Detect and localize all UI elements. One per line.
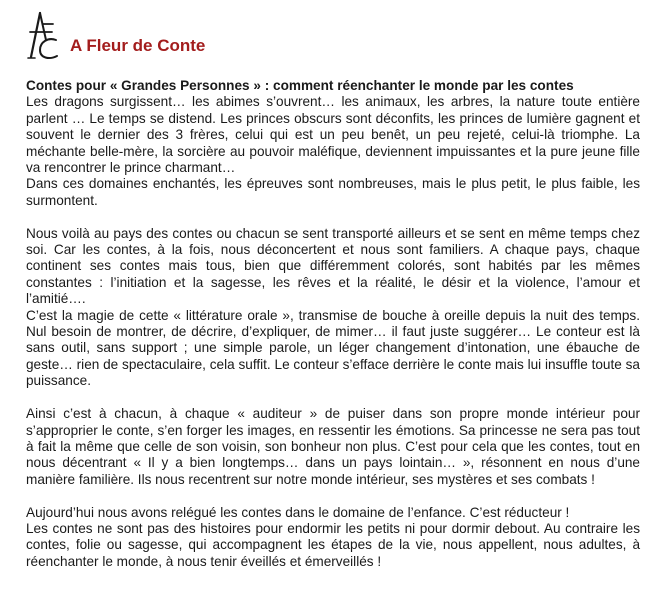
article-heading: Contes pour « Grandes Personnes » : comment réenchanter le monde par les contes: [26, 78, 574, 93]
paragraph-spacer: [26, 209, 640, 225]
site-title: A Fleur de Conte: [70, 36, 206, 55]
afc-monogram-logo-icon: [26, 10, 72, 62]
paragraph-oral-literature: C’est la magie de cette « littérature orale », transmise de bouche à oreille depuis la nuit des temps. Nul besoin de montrer, de décrire, d’expliquer, de mimer… il faut juste suggérer… Le conteur est là sans outil, sans support ; une simple parole, un léger changement d’intonation, une ébauche de geste… rien de spectaculaire, cela suffit. Le conteur s’efface derrière le conte mais lui insuffle toute sa puissance.: [26, 307, 640, 389]
paragraph-conclusion: Les contes ne sont pas des histoires pour endormir les petits ni pour dormir debout. Au contraire les contes, folie ou sagesse, qui accompagnent les étapes de la vie, nous appellent, nous adultes, à réenchanter le monde, à nous tenir éveillés et émerveillés !: [26, 520, 640, 569]
paragraph-each-listener: Ainsi c’est à chacun, à chaque « auditeur » de puiser dans son propre monde intérieur pour s’approprier le conte, s’en forger les images, en ressentir les émotions. Sa princesse ne sera pas tout à fait la même que celle de son voisin, son bonheur non plus. C’est pour cela que les contes, tout en nous décentrant « Il y a bien longtemps… dans un pays lointain… », résonnent en nous d’une manière familière. Ils nous recentrent sur notre monde intérieur, ses mystères et ses combats !: [26, 406, 640, 487]
article-body: [26, 78, 640, 570]
paragraph-intro: Les dragons surgissent… les abimes s’ouvrent… les animaux, les arbres, la nature toute entière parlent … Le temps se distend. Les princes obscurs sont déconfits, les princes de lumière gagnent et souvent le dernier des 3 frères, celui qui est un peu benêt, un peu rejeté, celui-là triomphe. La méchante belle-mère, la sorcière au pouvoir maléfique, deviennent impuissantes et la pure jeune fille va rencontrer le prince charmant…: [26, 94, 640, 176]
paragraph-spacer: [26, 488, 640, 504]
paragraph-today: Aujourd’hui nous avons relégué les contes dans le domaine de l’enfance. C’est réducteur !: [26, 504, 570, 520]
paragraph-land-of-tales: Nous voilà au pays des contes ou chacun se sent transporté ailleurs et se sent en même temps chez soi. Car les contes, à la fois, nous déconcertent et nous sont familiers. A chaque pays, chaque continent ses contes mais tous, bien que différemment colorés, sont habités par les mêmes constantes : l’initiation et la sagesse, les rêves et la réalité, le désir et la violence, l’amour et l’amitié….: [26, 225, 640, 307]
site-header: [26, 10, 426, 62]
paragraph-enchanted-domains: Dans ces domaines enchantés, les épreuves sont nombreuses, mais le plus petit, le plus faible, les surmontent.: [26, 176, 640, 208]
paragraph-spacer: [26, 390, 640, 406]
